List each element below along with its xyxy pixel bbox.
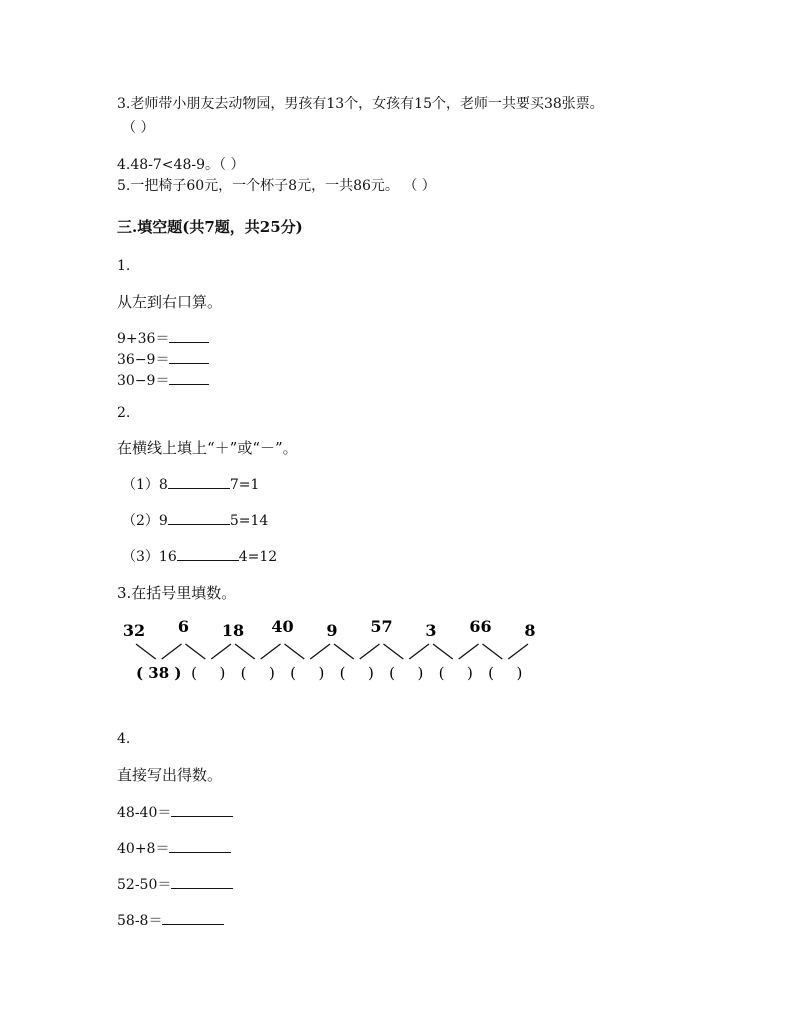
answer-blank[interactable] — [169, 349, 209, 364]
fill-question-3-instruction: 3.在括号里填数。 — [117, 584, 237, 602]
tree-connector-line — [186, 644, 206, 659]
sign-row — [122, 510, 268, 530]
section-3-title: 三.填空题(共7题，共25分) — [117, 218, 303, 236]
sign-row — [122, 474, 259, 494]
sign-row-right: 5=14 — [229, 513, 269, 529]
calc-expression: 9+36＝ — [117, 331, 170, 347]
sign-row-right: 7=1 — [229, 477, 260, 493]
question-3-answer-paren: （ ） — [122, 120, 155, 136]
fill-question-2-number: 2. — [117, 405, 131, 421]
tree-connector-line — [285, 644, 305, 659]
tree-top-number: 8 — [524, 621, 536, 640]
tree-connector-line — [310, 644, 330, 659]
tree-top-number: 3 — [425, 621, 437, 640]
tree-connector-line — [334, 644, 354, 659]
calc-row — [117, 328, 209, 348]
calc-expression: 36−9＝ — [117, 352, 170, 368]
tree-connector-lines — [136, 644, 528, 659]
tree-answer-bracket[interactable]: ( ) — [438, 664, 473, 682]
tree-top-number: 9 — [326, 621, 338, 640]
tree-top-number: 40 — [271, 617, 294, 636]
sign-row-right: 4=12 — [238, 549, 278, 565]
tree-connector-line — [459, 644, 479, 659]
tree-top-number: 18 — [221, 621, 245, 640]
sign-row-left: （1）8 — [122, 477, 168, 493]
tree-connector-line — [360, 644, 380, 659]
tree-connector-line — [384, 644, 404, 659]
tree-answer-bracket[interactable]: ( ) — [290, 664, 325, 682]
number-tree-figure — [110, 616, 540, 696]
sign-blank[interactable] — [168, 474, 230, 489]
tree-connector-line — [261, 644, 281, 659]
calc-row — [117, 370, 209, 390]
calc-row — [117, 910, 224, 930]
question-4-text: 4.48-7<48-9。（ ） — [117, 157, 245, 173]
answer-blank[interactable] — [162, 910, 224, 925]
tree-connector-line — [136, 644, 156, 659]
tree-top-number: 32 — [122, 621, 146, 640]
sign-blank[interactable] — [177, 546, 239, 561]
question-3-text: 3.老师带小朋友去动物园，男孩有13个，女孩有15个，老师一共要买38张票。 — [117, 96, 604, 112]
fill-question-1-number: 1. — [117, 258, 131, 274]
calc-row — [117, 838, 231, 858]
calc-expression: 40+8＝ — [117, 841, 170, 857]
tree-answer-bracket[interactable]: ( ) — [488, 664, 523, 682]
question-5-text: 5.一把椅子60元，一个杯子8元，一共86元。 （ ） — [117, 178, 436, 194]
sign-row-left: （2）9 — [122, 513, 168, 529]
answer-blank[interactable] — [171, 802, 233, 817]
fill-question-4-instruction: 直接写出得数。 — [117, 766, 223, 784]
calc-expression: 58-8＝ — [117, 913, 163, 929]
tree-connector-line — [235, 644, 255, 659]
tree-connector-line — [433, 644, 453, 659]
fill-question-4-number: 4. — [117, 731, 131, 747]
tree-connector-line — [162, 644, 182, 659]
tree-answer-bracket[interactable]: ( ) — [389, 664, 424, 682]
answer-blank[interactable] — [169, 838, 231, 853]
tree-top-numbers — [123, 617, 536, 640]
sign-blank[interactable] — [168, 510, 230, 525]
calc-expression: 30−9＝ — [117, 373, 170, 389]
sign-row — [122, 546, 277, 566]
fill-question-2-instruction: 在横线上填上“＋”或“－”。 — [117, 439, 298, 457]
tree-answer-bracket[interactable]: ( ) — [191, 664, 226, 682]
calc-expression: 52-50＝ — [117, 877, 172, 893]
answer-blank[interactable] — [169, 328, 209, 343]
tree-connector-line — [211, 644, 231, 659]
tree-answer-bracket: ( 38 ) — [135, 664, 182, 682]
tree-connector-line — [409, 644, 429, 659]
sign-row-left: （3）16 — [122, 549, 177, 565]
tree-connector-line — [483, 644, 503, 659]
calc-row — [117, 874, 233, 894]
tree-answer-bracket[interactable]: ( ) — [240, 664, 275, 682]
tree-answer-bracket[interactable]: ( ) — [339, 664, 374, 682]
calc-row — [117, 802, 233, 822]
calc-row — [117, 349, 209, 369]
tree-answer-brackets — [136, 664, 522, 682]
tree-connector-line — [508, 644, 528, 659]
calc-expression: 48-40＝ — [117, 805, 172, 821]
tree-top-number: 66 — [469, 617, 492, 636]
fill-question-1-instruction: 从左到右口算。 — [117, 293, 223, 311]
tree-top-number: 57 — [370, 617, 393, 636]
answer-blank[interactable] — [169, 370, 209, 385]
tree-top-number: 6 — [177, 617, 190, 636]
answer-blank[interactable] — [171, 874, 233, 889]
